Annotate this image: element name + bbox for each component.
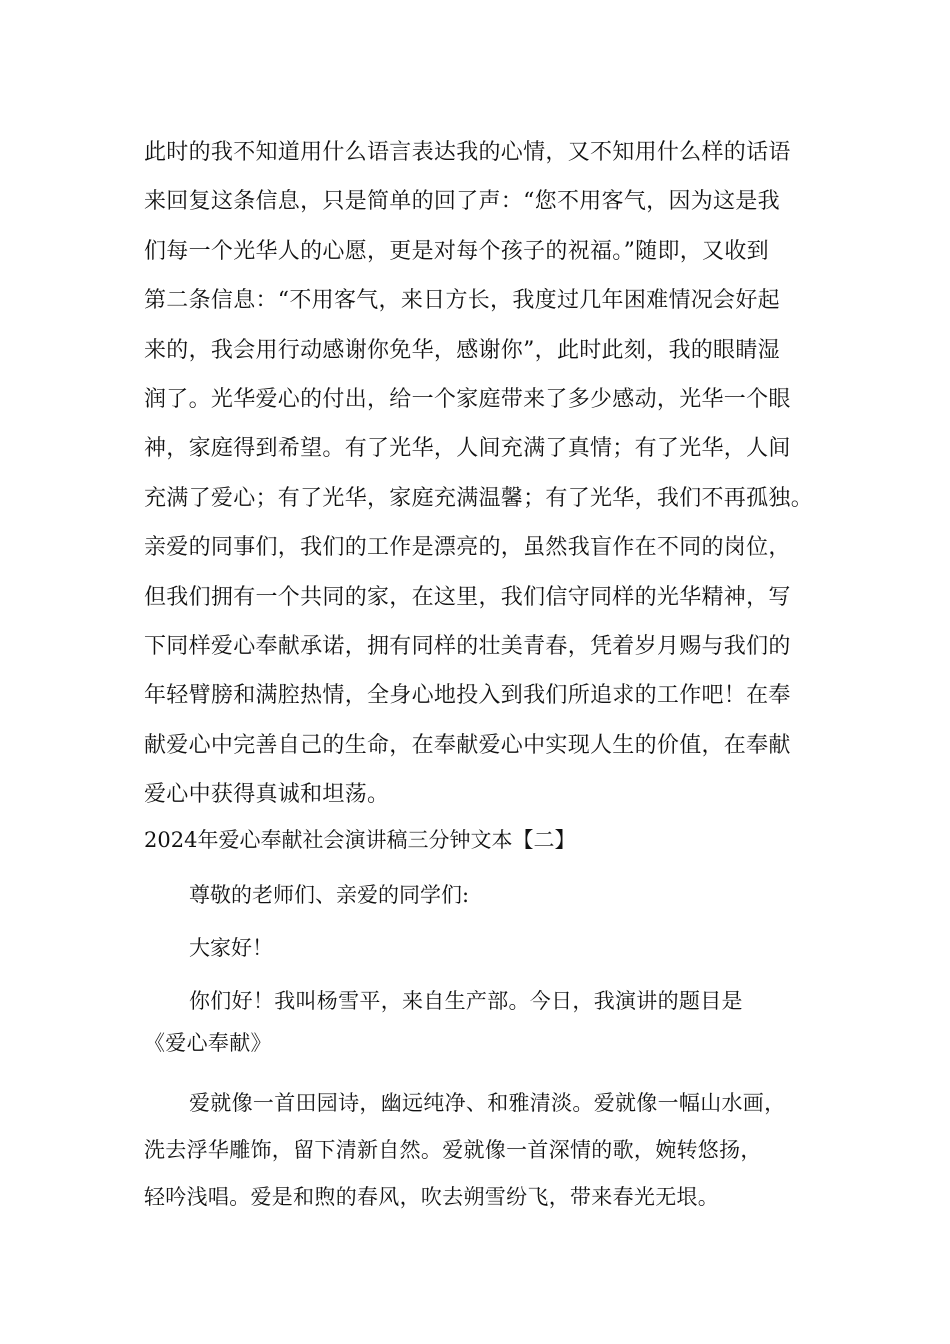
section-heading: 2024年爱心奉献社会演讲稿三分钟文本【二】 — [144, 828, 576, 852]
paragraph-1 — [144, 133, 834, 824]
text-line: 洗去浮华雕饰，留下清新自然。爱就像一首深情的歌，婉转悠扬， — [144, 1138, 762, 1162]
paragraph-4 — [144, 1083, 834, 1224]
text-line: 此时的我不知道用什么语言表达我的心情，又不知用什么样的话语 — [144, 140, 791, 165]
salutation: 尊敬的老师们、亲爱的同学们: — [189, 883, 470, 907]
text-line: 亲爱的同事们，我们的工作是漂亮的，虽然我盲作在不同的岗位， — [144, 535, 791, 561]
text-line: 但我们拥有一个共同的家，在这里，我们信守同样的光华精神，写 — [144, 584, 791, 610]
text-line: 爱心中获得真诚和坦荡。 — [144, 782, 390, 808]
greeting: 大家好！ — [189, 936, 273, 960]
text-line: 年轻臂膀和满腔热情，全身心地投入到我们所追求的工作吧！在奉 — [144, 683, 791, 709]
paragraph-3 — [144, 984, 834, 1068]
text-line: 神，家庭得到希望。有了光华，人间充满了真情；有了光华，人间 — [144, 436, 791, 462]
text-line: 充满了爱心；有了光华，家庭充满温馨；有了光华，我们不再孤独。 — [144, 485, 814, 511]
text-line: 第二条信息：“不用客气，来日方长，我度过几年困难情况会好起 — [144, 288, 780, 314]
text-line: 下同样爱心奉献承诺，拥有同样的壮美青春，凭着岁月赐与我们的 — [144, 633, 791, 659]
text-line: 你们好！我叫杨雪平，来自生产部。今日，我演讲的题目是 — [189, 989, 743, 1013]
text-line: 来回复这条信息，只是简单的回了声：“您不用客气，因为这是我 — [144, 189, 780, 215]
text-line: 来的，我会用行动感谢你免华，感谢你”，此时此刻，我的眼睛湿 — [144, 337, 780, 363]
text-line: 轻吟浅唱。爱是和煦的春风，吹去朔雪纷飞，带来春光无垠。 — [144, 1185, 720, 1209]
text-line: 爱就像一首田园诗，幽远纯净、和雅清淡。爱就像一幅山水画， — [189, 1091, 786, 1115]
text-line: 润了。光华爱心的付出，给一个家庭带来了多少感动，光华一个眼 — [144, 386, 791, 412]
text-line: 献爱心中完善自己的生命，在奉献爱心中实现人生的价值，在奉献 — [144, 732, 791, 758]
text-line: 《爱心奉献》 — [144, 1031, 272, 1055]
text-line: 们每一个光华人的心愿，更是对每个孩子的祝福。”随即，又收到 — [144, 238, 769, 264]
